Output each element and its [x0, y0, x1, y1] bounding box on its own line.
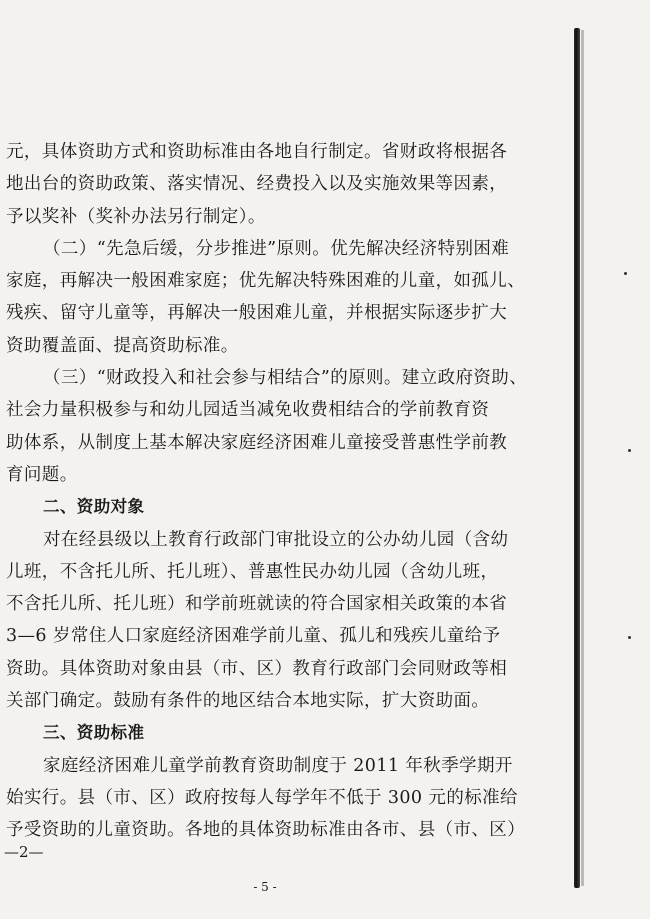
- text-line: 对在经县级以上教育行政部门审批设立的公办幼儿园（含幼: [43, 529, 509, 550]
- body-text: [6, 136, 566, 847]
- binding-shadow: [581, 30, 584, 886]
- section-heading: 二、资助对象: [43, 497, 145, 517]
- binding-edge: [574, 28, 580, 888]
- page-number-left: —2—: [4, 843, 44, 861]
- text-line: 关部门确定。鼓励有条件的地区结合本地实际，扩大资助面。: [6, 691, 490, 712]
- text-line: 予以奖补（奖补办法另行制定）。: [6, 206, 266, 227]
- text-line: 残疾、留守儿童等，再解决一般困难儿童，并根据实际逐步扩大: [6, 303, 508, 324]
- text-line: （三）“财政投入和社会参与相结合”的原则。建立政府资助、: [43, 368, 528, 389]
- text-line: 元，具体资助方式和资助标准由各地自行制定。省财政将根据各: [6, 142, 508, 162]
- text-line: 始实行。县（市、区）政府按每人每学年不低于 300 元的标准给: [6, 787, 518, 808]
- text-line: 家庭经济困难儿童学前教育资助制度于 2011 年秋季学期开: [43, 755, 513, 776]
- text-line: 助体系，从制度上基本解决家庭经济困难儿童接受普惠性学前教: [6, 432, 508, 453]
- text-line: 地出台的资助政策、落实情况、经费投入以及实施效果等因素，: [6, 174, 508, 195]
- scan-speck: [628, 636, 631, 639]
- text-line: 资助。具体资助对象由县（市、区）教育行政部门会同财政等相: [6, 658, 508, 679]
- section-heading: 三、资助标准: [43, 723, 145, 743]
- text-line: 资助覆盖面、提高资助标准。: [6, 335, 239, 356]
- text-line: 社会力量积极参与和幼儿园适当减免收费相结合的学前教育资: [6, 400, 490, 421]
- text-line: 予受资助的儿童资助。各地的具体资助标准由各市、县（市、区）: [6, 820, 526, 841]
- page-number-bottom: - 5 -: [253, 880, 277, 894]
- text-line: 家庭，再解决一般困难家庭；优先解决特殊困难的儿童，如孤儿、: [6, 271, 526, 292]
- scan-speck: [624, 272, 627, 275]
- scan-speck: [628, 449, 631, 452]
- text-line: 不含托儿所、托儿班）和学前班就读的符合国家相关政策的本省: [6, 594, 508, 615]
- text-line: 3—6 岁常住人口家庭经济困难学前儿童、孤儿和残疾儿童给予: [6, 626, 501, 647]
- text-line: （二）“先急后缓，分步推进”原则。优先解决经济特别困难: [43, 238, 510, 259]
- text-line: 儿班，不含托儿所、托儿班）、普惠性民办幼儿园（含幼儿班，: [6, 561, 499, 582]
- text-line: 育问题。: [6, 464, 78, 485]
